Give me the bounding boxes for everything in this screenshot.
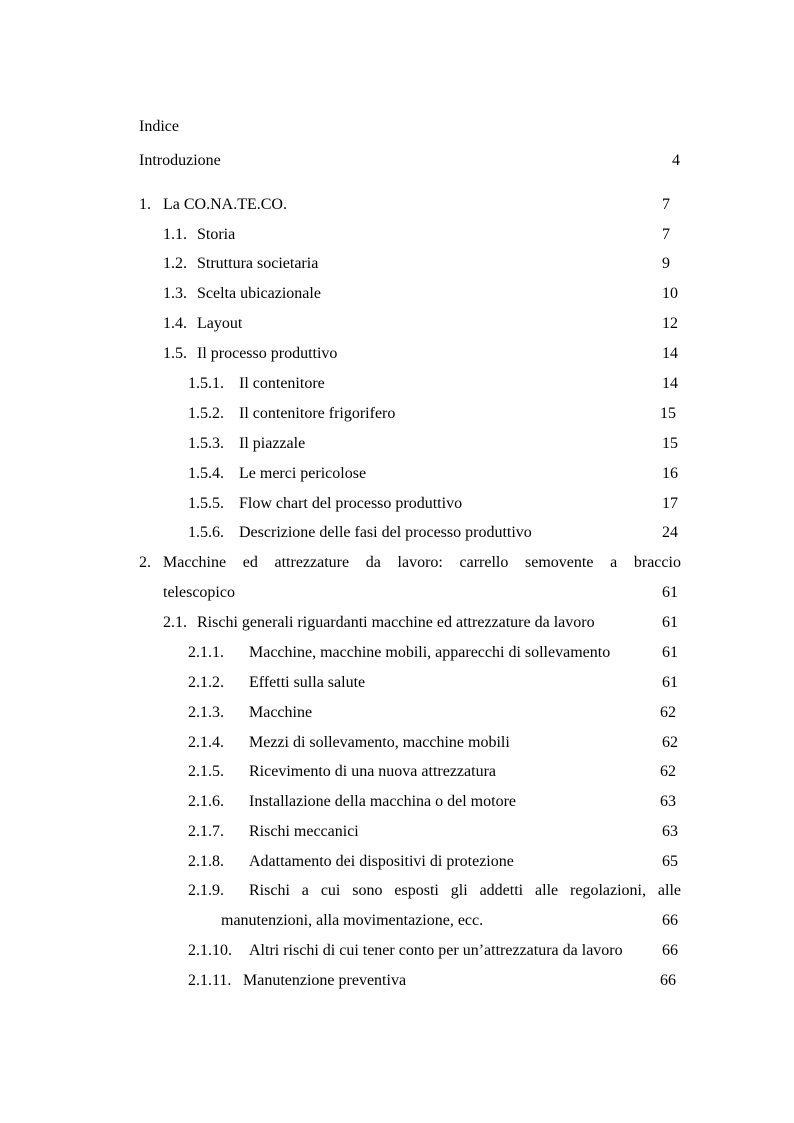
- toc-entry-number: 2.: [139, 554, 151, 571]
- toc-entry-title: Il piazzale: [239, 435, 306, 452]
- toc-entry-title: Ricevimento di una nuova attrezzatura: [249, 763, 497, 780]
- toc-entry-title: Layout: [197, 315, 243, 332]
- toc-entry-title: Effetti sulla salute: [249, 674, 366, 691]
- toc-entry-page: 15: [660, 405, 676, 422]
- toc-entry-title: Storia: [197, 226, 236, 243]
- toc-word: gli: [450, 882, 468, 899]
- toc-entry-title: Introduzione: [139, 152, 221, 169]
- toc-entry-title: Descrizione delle fasi del processo produttivo: [239, 524, 532, 541]
- toc-entry-title: Le merci pericolose: [239, 465, 367, 482]
- toc-entry-page: 14: [662, 375, 678, 392]
- toc-word: Macchine: [163, 554, 227, 571]
- toc-entry-page: 61: [662, 644, 678, 661]
- toc-entry-title: Mezzi di sollevamento, macchine mobili: [249, 734, 510, 751]
- toc-entry-title: Rischi generali riguardanti macchine ed attrezzature da lavoro: [197, 614, 595, 631]
- toc-entry-page: 62: [662, 734, 678, 751]
- toc-entry-title-continuation: telescopico: [163, 584, 235, 601]
- toc-entry-page: 4: [672, 152, 680, 169]
- toc-word: attrezzature: [274, 554, 350, 571]
- toc-entry-number: 2.1.7.: [188, 823, 224, 840]
- toc-entry-number: 1.2.: [163, 255, 187, 272]
- toc-entry-number: 1.5.4.: [188, 465, 224, 482]
- toc-entry-number: 1.5.3.: [188, 435, 224, 452]
- toc-entry-page: 10: [662, 285, 678, 302]
- toc-entry-page: 7: [662, 226, 670, 243]
- toc-entry-page: 12: [662, 315, 678, 332]
- toc-word: braccio: [633, 554, 681, 571]
- toc-entry-page: 62: [660, 704, 676, 721]
- toc-entry-title: Il contenitore: [239, 375, 325, 392]
- toc-entry-number: 1.5.: [163, 345, 187, 362]
- toc-word: addetti: [479, 882, 524, 899]
- toc-entry-title: Macchine: [249, 704, 313, 721]
- toc-heading: Indice: [139, 118, 179, 135]
- toc-entry-number: 2.1.4.: [188, 734, 224, 751]
- toc-entry-title-continuation: manutenzioni, alla movimentazione, ecc.: [221, 912, 484, 929]
- toc-entry-title: Installazione della macchina o del motore: [249, 793, 516, 810]
- toc-entry-page: 66: [662, 912, 678, 929]
- toc-entry-number: 2.1.8.: [188, 853, 224, 870]
- toc-entry-page: 15: [662, 435, 678, 452]
- toc-entry-page: 66: [660, 972, 676, 989]
- toc-entry-page: 63: [660, 793, 676, 810]
- toc-word: cui: [320, 882, 341, 899]
- toc-entry-number: 2.1.: [163, 614, 187, 631]
- toc-entry-page: 16: [662, 465, 678, 482]
- toc-word: da: [365, 554, 381, 571]
- toc-word: sono: [352, 882, 383, 899]
- toc-entry-page: 24: [662, 524, 678, 541]
- toc-word: Rischi: [249, 882, 290, 899]
- toc-word: carrello: [459, 554, 509, 571]
- toc-entry-number: 2.1.1.: [188, 644, 224, 661]
- toc-entry-number: 1.4.: [163, 315, 187, 332]
- toc-entry-page: 17: [662, 495, 678, 512]
- toc-entry-number: 2.1.2.: [188, 674, 224, 691]
- toc-entry-title: La CO.NA.TE.CO.: [163, 196, 287, 213]
- toc-entry-title: Struttura societaria: [197, 255, 319, 272]
- toc-word: lavoro:: [397, 554, 443, 571]
- toc-entry-title: Il contenitore frigorifero: [239, 405, 396, 422]
- toc-entry-number: 1.3.: [163, 285, 187, 302]
- toc-entry-number: 1.: [139, 196, 151, 213]
- toc-entry-number: 1.5.1.: [188, 375, 224, 392]
- toc-word: ed: [242, 554, 258, 571]
- toc-entry-number: 2.1.5.: [188, 763, 224, 780]
- toc-entry-title: Altri rischi di cui tener conto per un’attrezzatura da lavoro: [249, 942, 623, 959]
- toc-entry-number: 1.5.6.: [188, 524, 224, 541]
- toc-entry-title: Adattamento dei dispositivi di protezione: [249, 853, 514, 870]
- toc-entry-page: 66: [662, 942, 678, 959]
- toc-entry-page: 14: [662, 345, 678, 362]
- toc-entry-page: 62: [660, 763, 676, 780]
- toc-entry-number: 1.1.: [163, 226, 187, 243]
- toc-entry-page: 7: [662, 196, 670, 213]
- toc-entry-number: 2.1.6.: [188, 793, 224, 810]
- toc-entry-title: Manutenzione preventiva: [243, 972, 407, 989]
- toc-word: a: [301, 882, 309, 899]
- toc-entry-page: 9: [662, 255, 670, 272]
- toc-entry-number: 2.1.3.: [188, 704, 224, 721]
- toc-entry-number: 2.1.11.: [188, 972, 232, 989]
- toc-entry-title: Macchine, macchine mobili, apparecchi di sollevamento: [249, 644, 611, 661]
- toc-entry-page: 65: [662, 853, 678, 870]
- toc-entry-number: 1.5.5.: [188, 495, 224, 512]
- toc-entry-title: Scelta ubicazionale: [197, 285, 321, 302]
- toc-word: alle: [657, 882, 681, 899]
- toc-entry-page: 61: [662, 614, 678, 631]
- toc-entry-page: 61: [662, 584, 678, 601]
- toc-word: a: [610, 554, 618, 571]
- toc-word: alle: [535, 882, 559, 899]
- toc-entry-number: 1.5.2.: [188, 405, 224, 422]
- toc-entry-number: 2.1.10.: [188, 942, 232, 959]
- toc-entry-page: 61: [662, 674, 678, 691]
- toc-entry-title-justified-line: [249, 883, 681, 899]
- toc-entry-number: 2.1.9.: [188, 882, 224, 899]
- toc-entry-title: Rischi meccanici: [249, 823, 359, 840]
- toc-word: semovente: [525, 554, 594, 571]
- toc-entry-page: 63: [662, 823, 678, 840]
- toc-entry-title: Il processo produttivo: [197, 345, 338, 362]
- toc-word: esposti: [394, 882, 439, 899]
- toc-word: regolazioni,: [570, 882, 646, 899]
- toc-entry-title-justified-line: [163, 555, 681, 571]
- toc-entry-title: Flow chart del processo produttivo: [239, 495, 463, 512]
